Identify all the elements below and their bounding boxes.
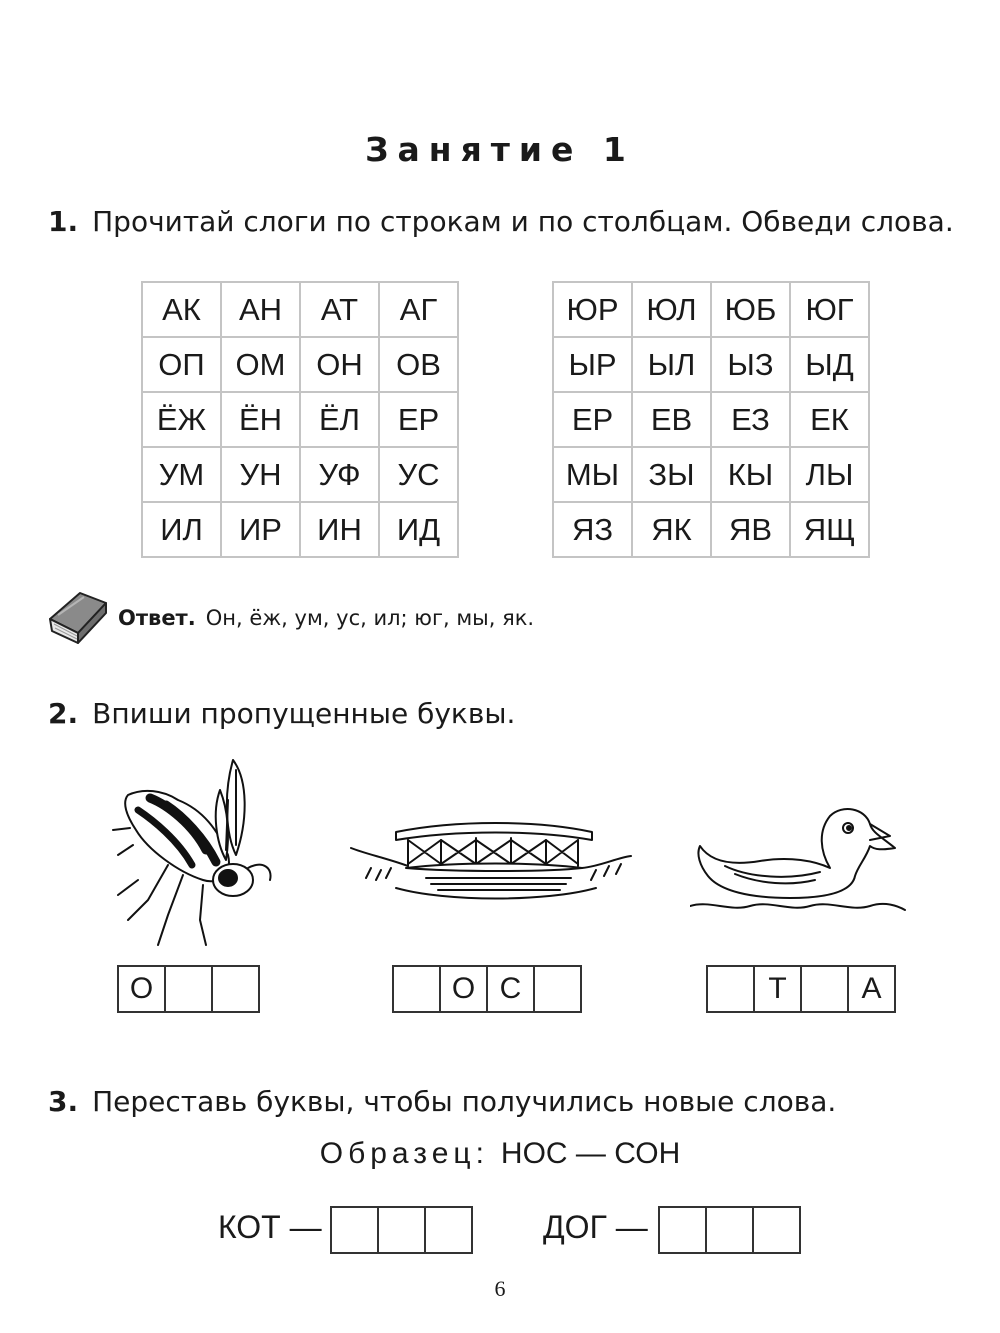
letter-cell[interactable] <box>754 1208 799 1252</box>
grid-row <box>553 337 869 392</box>
syllable-cell[interactable]: КЫ <box>711 447 790 502</box>
grid-row <box>553 447 869 502</box>
bridge-icon <box>346 818 636 908</box>
syllable-cell[interactable]: ЁН <box>221 392 300 447</box>
task-3-number: 3. <box>48 1085 79 1118</box>
syllable-cell[interactable]: ИН <box>300 502 379 557</box>
syllable-cell[interactable]: ЗЫ <box>632 447 711 502</box>
letter-cell[interactable] <box>213 967 258 1011</box>
letter-cell[interactable]: О <box>441 967 488 1011</box>
grid-row <box>553 502 869 557</box>
answer-boxes-dog[interactable] <box>658 1206 801 1254</box>
syllable-cell[interactable]: ЕР <box>379 392 458 447</box>
syllable-cell[interactable]: ЯЗ <box>553 502 632 557</box>
task-1-number: 1. <box>48 205 79 238</box>
syllable-cell[interactable]: ЯЩ <box>790 502 869 557</box>
letter-cell[interactable] <box>802 967 849 1011</box>
syllable-cell[interactable]: ОП <box>142 337 221 392</box>
syllable-cell[interactable]: ЯВ <box>711 502 790 557</box>
syllable-cell[interactable]: ЛЫ <box>790 447 869 502</box>
syllable-cell[interactable]: ЁЖ <box>142 392 221 447</box>
letter-cell[interactable]: А <box>861 972 882 1005</box>
answer-boxes-kot[interactable] <box>330 1206 473 1254</box>
syllable-cell[interactable]: ЫЗ <box>711 337 790 392</box>
letter-cell[interactable] <box>535 967 580 1011</box>
syllable-cell[interactable]: ЮЛ <box>632 282 711 337</box>
sample <box>0 1137 1000 1171</box>
page-number: 6 <box>494 1276 506 1301</box>
syllable-cell[interactable]: ЮГ <box>790 282 869 337</box>
letter-cell[interactable]: С <box>488 967 535 1011</box>
grid-row <box>142 337 458 392</box>
bee-icon <box>108 750 278 950</box>
syllable-cell[interactable]: УН <box>221 447 300 502</box>
sample-label: Образец: <box>319 1137 489 1170</box>
word-boxes-bridge[interactable] <box>392 965 582 1013</box>
task-3-text: Переставь буквы, чтобы получились новые слова. <box>92 1085 837 1118</box>
syllable-cell[interactable]: ЫЛ <box>632 337 711 392</box>
answer <box>118 606 534 630</box>
syllable-cell[interactable]: ОН <box>300 337 379 392</box>
syllable-cell[interactable]: ИР <box>221 502 300 557</box>
syllable-cell[interactable]: ИД <box>379 502 458 557</box>
letter-cell[interactable]: О <box>119 967 166 1011</box>
syllable-cell[interactable]: АК <box>142 282 221 337</box>
word-dog: ДОГ — <box>543 1209 648 1245</box>
syllable-cell[interactable]: АТ <box>300 282 379 337</box>
task-2-instruction <box>48 697 515 730</box>
grid-row <box>142 392 458 447</box>
syllable-cell[interactable]: УФ <box>300 447 379 502</box>
syllable-cell[interactable]: УС <box>379 447 458 502</box>
syllable-cell[interactable]: ЕК <box>790 392 869 447</box>
word-boxes-duck[interactable] <box>706 965 896 1013</box>
task-3-instruction <box>48 1085 836 1118</box>
word-kot: КОТ — <box>218 1209 322 1245</box>
syllable-cell[interactable]: АГ <box>379 282 458 337</box>
syllable-cell[interactable]: ОМ <box>221 337 300 392</box>
syllable-cell[interactable]: ЯК <box>632 502 711 557</box>
syllable-grid-right <box>552 281 870 558</box>
grid-row <box>142 447 458 502</box>
letter-cell[interactable] <box>379 1208 426 1252</box>
book-icon <box>44 589 110 647</box>
grid-row <box>142 282 458 337</box>
letter-cell[interactable] <box>660 1208 707 1252</box>
syllable-cell[interactable]: ИЛ <box>142 502 221 557</box>
sample-text: НОС — СОН <box>500 1137 681 1170</box>
answer-text: Он, ёж, ум, ус, ил; юг, мы, як. <box>205 606 535 630</box>
syllable-cell[interactable]: ЕР <box>553 392 632 447</box>
letter-cell[interactable] <box>332 1208 379 1252</box>
task-1-text: Прочитай слоги по строкам и по столбцам. Обведи слова. <box>92 205 954 238</box>
syllable-cell[interactable]: ЫД <box>790 337 869 392</box>
syllable-cell[interactable]: АН <box>221 282 300 337</box>
duck-icon <box>690 806 910 916</box>
syllable-cell[interactable]: УМ <box>142 447 221 502</box>
page-title: Занятие 1 <box>365 130 635 169</box>
syllable-cell[interactable]: ЫР <box>553 337 632 392</box>
letter-cell[interactable] <box>707 1208 754 1252</box>
letter-cell[interactable] <box>426 1208 471 1252</box>
task-2-number: 2. <box>48 697 79 730</box>
grid-row <box>553 392 869 447</box>
syllable-cell[interactable]: МЫ <box>553 447 632 502</box>
syllable-cell[interactable]: ЮР <box>553 282 632 337</box>
letter-cell[interactable] <box>394 967 441 1011</box>
grid-row <box>553 282 869 337</box>
letter-cell[interactable] <box>166 967 213 1011</box>
syllable-cell[interactable]: ЕЗ <box>711 392 790 447</box>
syllable-cell[interactable]: ЕВ <box>632 392 711 447</box>
letter-cell[interactable]: Т <box>755 967 802 1011</box>
task-1-instruction <box>48 205 954 238</box>
answer-label: Ответ. <box>118 606 196 630</box>
syllable-cell[interactable]: ОВ <box>379 337 458 392</box>
syllable-cell[interactable]: ЁЛ <box>300 392 379 447</box>
grid-row <box>142 502 458 557</box>
syllable-cell[interactable]: ЮБ <box>711 282 790 337</box>
task-2-text: Впиши пропущенные буквы. <box>92 697 516 730</box>
letter-cell[interactable] <box>708 967 755 1011</box>
word-boxes-bee[interactable] <box>117 965 260 1013</box>
syllable-grid-left <box>141 281 459 558</box>
